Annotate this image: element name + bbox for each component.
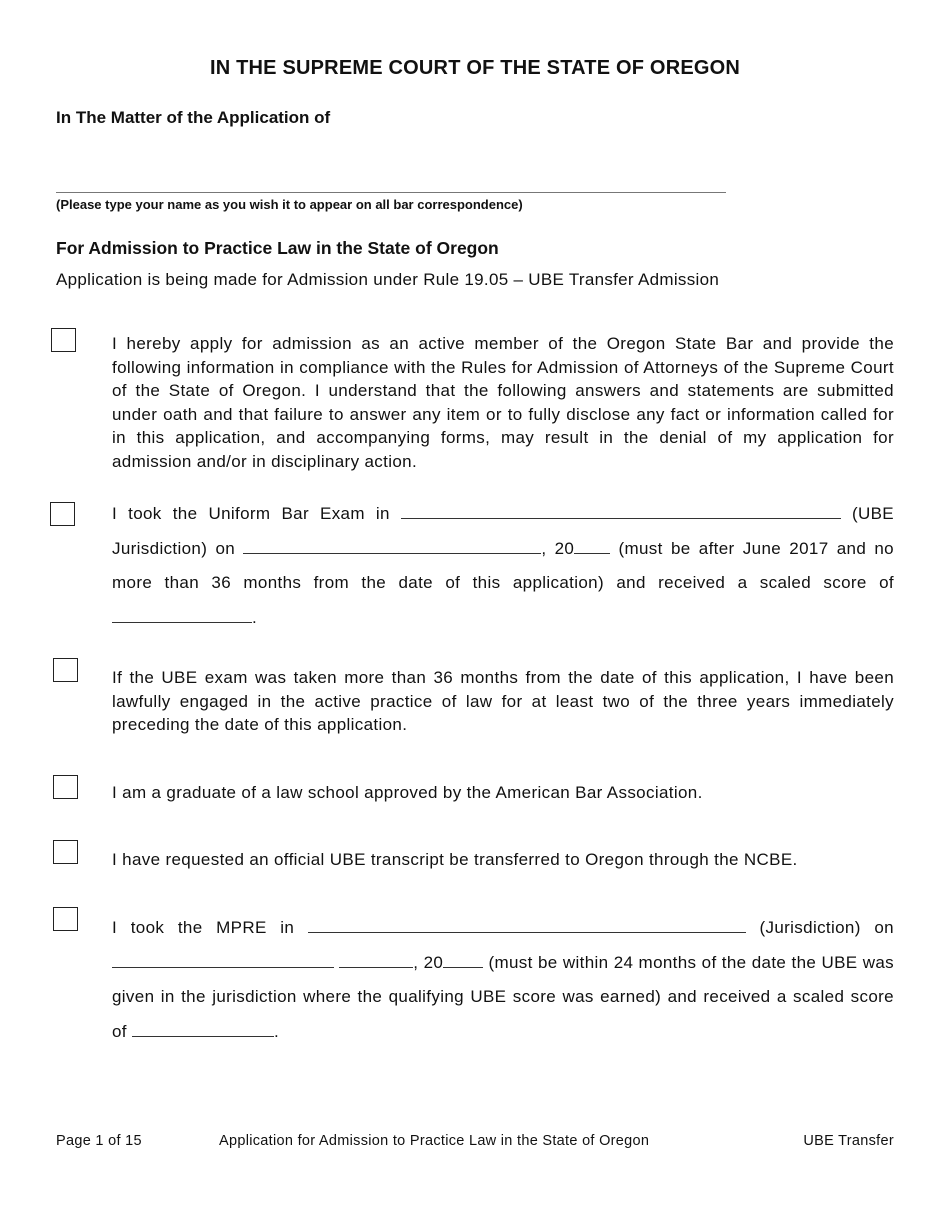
ube-text-1: I took the Uniform Bar Exam in [112, 504, 390, 523]
footer-page-number: Page 1 of 15 [56, 1133, 142, 1149]
item-active-practice-text: If the UBE exam was taken more than 36 months from the date of this application, I have been lawfully engaged in the active practice of law for at least two of the three years immediately preceding the date of this application. [112, 668, 894, 734]
mpre-text-2: (Jurisdiction) on [759, 918, 894, 937]
admission-heading: For Admission to Practice Law in the State of Oregon [56, 238, 499, 258]
name-underline [56, 192, 726, 193]
rule-line: Application is being made for Admission under Rule 19.05 – UBE Transfer Admission [56, 270, 720, 289]
footer-form-type: UBE Transfer [803, 1133, 894, 1149]
ube-text-4: (must be after June 2017 and no more than 36 months from the date of this application) and received a scaled score of [112, 538, 894, 592]
mpre-text-1: I took the MPRE in [112, 918, 295, 937]
checkbox-ube-exam[interactable] [50, 502, 75, 526]
ube-year-field[interactable] [574, 537, 610, 554]
checkbox-active-practice[interactable] [53, 658, 78, 682]
name-hint: (Please type your name as you wish it to appear on all bar correspondence) [56, 197, 523, 212]
checkbox-apply-admission[interactable] [51, 328, 76, 352]
ube-score-field[interactable] [112, 606, 252, 623]
applicant-name-input[interactable] [56, 166, 730, 192]
item-ube-transcript-text: I have requested an official UBE transcript be transferred to Oregon through the NCBE. [112, 850, 798, 869]
mpre-score-field[interactable] [132, 1020, 274, 1037]
ube-text-3: , 20 [541, 538, 575, 558]
mpre-text-3: , 20 [413, 952, 444, 972]
ube-jurisdiction-field[interactable] [401, 502, 841, 519]
checkbox-ube-transcript[interactable] [53, 840, 78, 864]
mpre-text-4: (must be within 24 months of the date the UBE was given in the jurisdiction where the qualifying UBE score was earned) and received a scaled score of [112, 952, 894, 1041]
mpre-month-field[interactable] [112, 951, 334, 968]
footer-document-title: Application for Admission to Practice Law in the State of Oregon [219, 1133, 650, 1149]
checkbox-aba-graduate[interactable] [53, 775, 78, 799]
item-aba-graduate-text: I am a graduate of a law school approved by the American Bar Association. [112, 783, 703, 802]
item-apply-admission-text: I hereby apply for admission as an active member of the Oregon State Bar and provide the following information in compliance with the Rules for Admission of Attorneys of the Supreme Court of the State of Oregon. I understand that the following answers and statements are submitted under oath and that failure to answer any item or to fully disclose any fact or information called for in this application, and accompanying forms, may result in the denial of my application for admission and/or in disciplinary action. [112, 334, 894, 471]
mpre-text-5: . [273, 1021, 280, 1041]
mpre-day-field[interactable] [339, 951, 413, 968]
ube-text-2: (UBE Jurisdiction) on [112, 504, 895, 558]
mpre-year-field[interactable] [443, 951, 483, 968]
item-ube-exam-text [112, 497, 894, 635]
matter-label: In The Matter of the Application of [56, 108, 331, 127]
ube-text-5: . [252, 607, 258, 627]
page-title: IN THE SUPREME COURT OF THE STATE OF OREGON [209, 57, 741, 79]
item-mpre-text [112, 911, 894, 1049]
checkbox-mpre[interactable] [53, 907, 78, 931]
ube-date-field[interactable] [243, 537, 541, 554]
mpre-jurisdiction-field[interactable] [308, 916, 746, 933]
